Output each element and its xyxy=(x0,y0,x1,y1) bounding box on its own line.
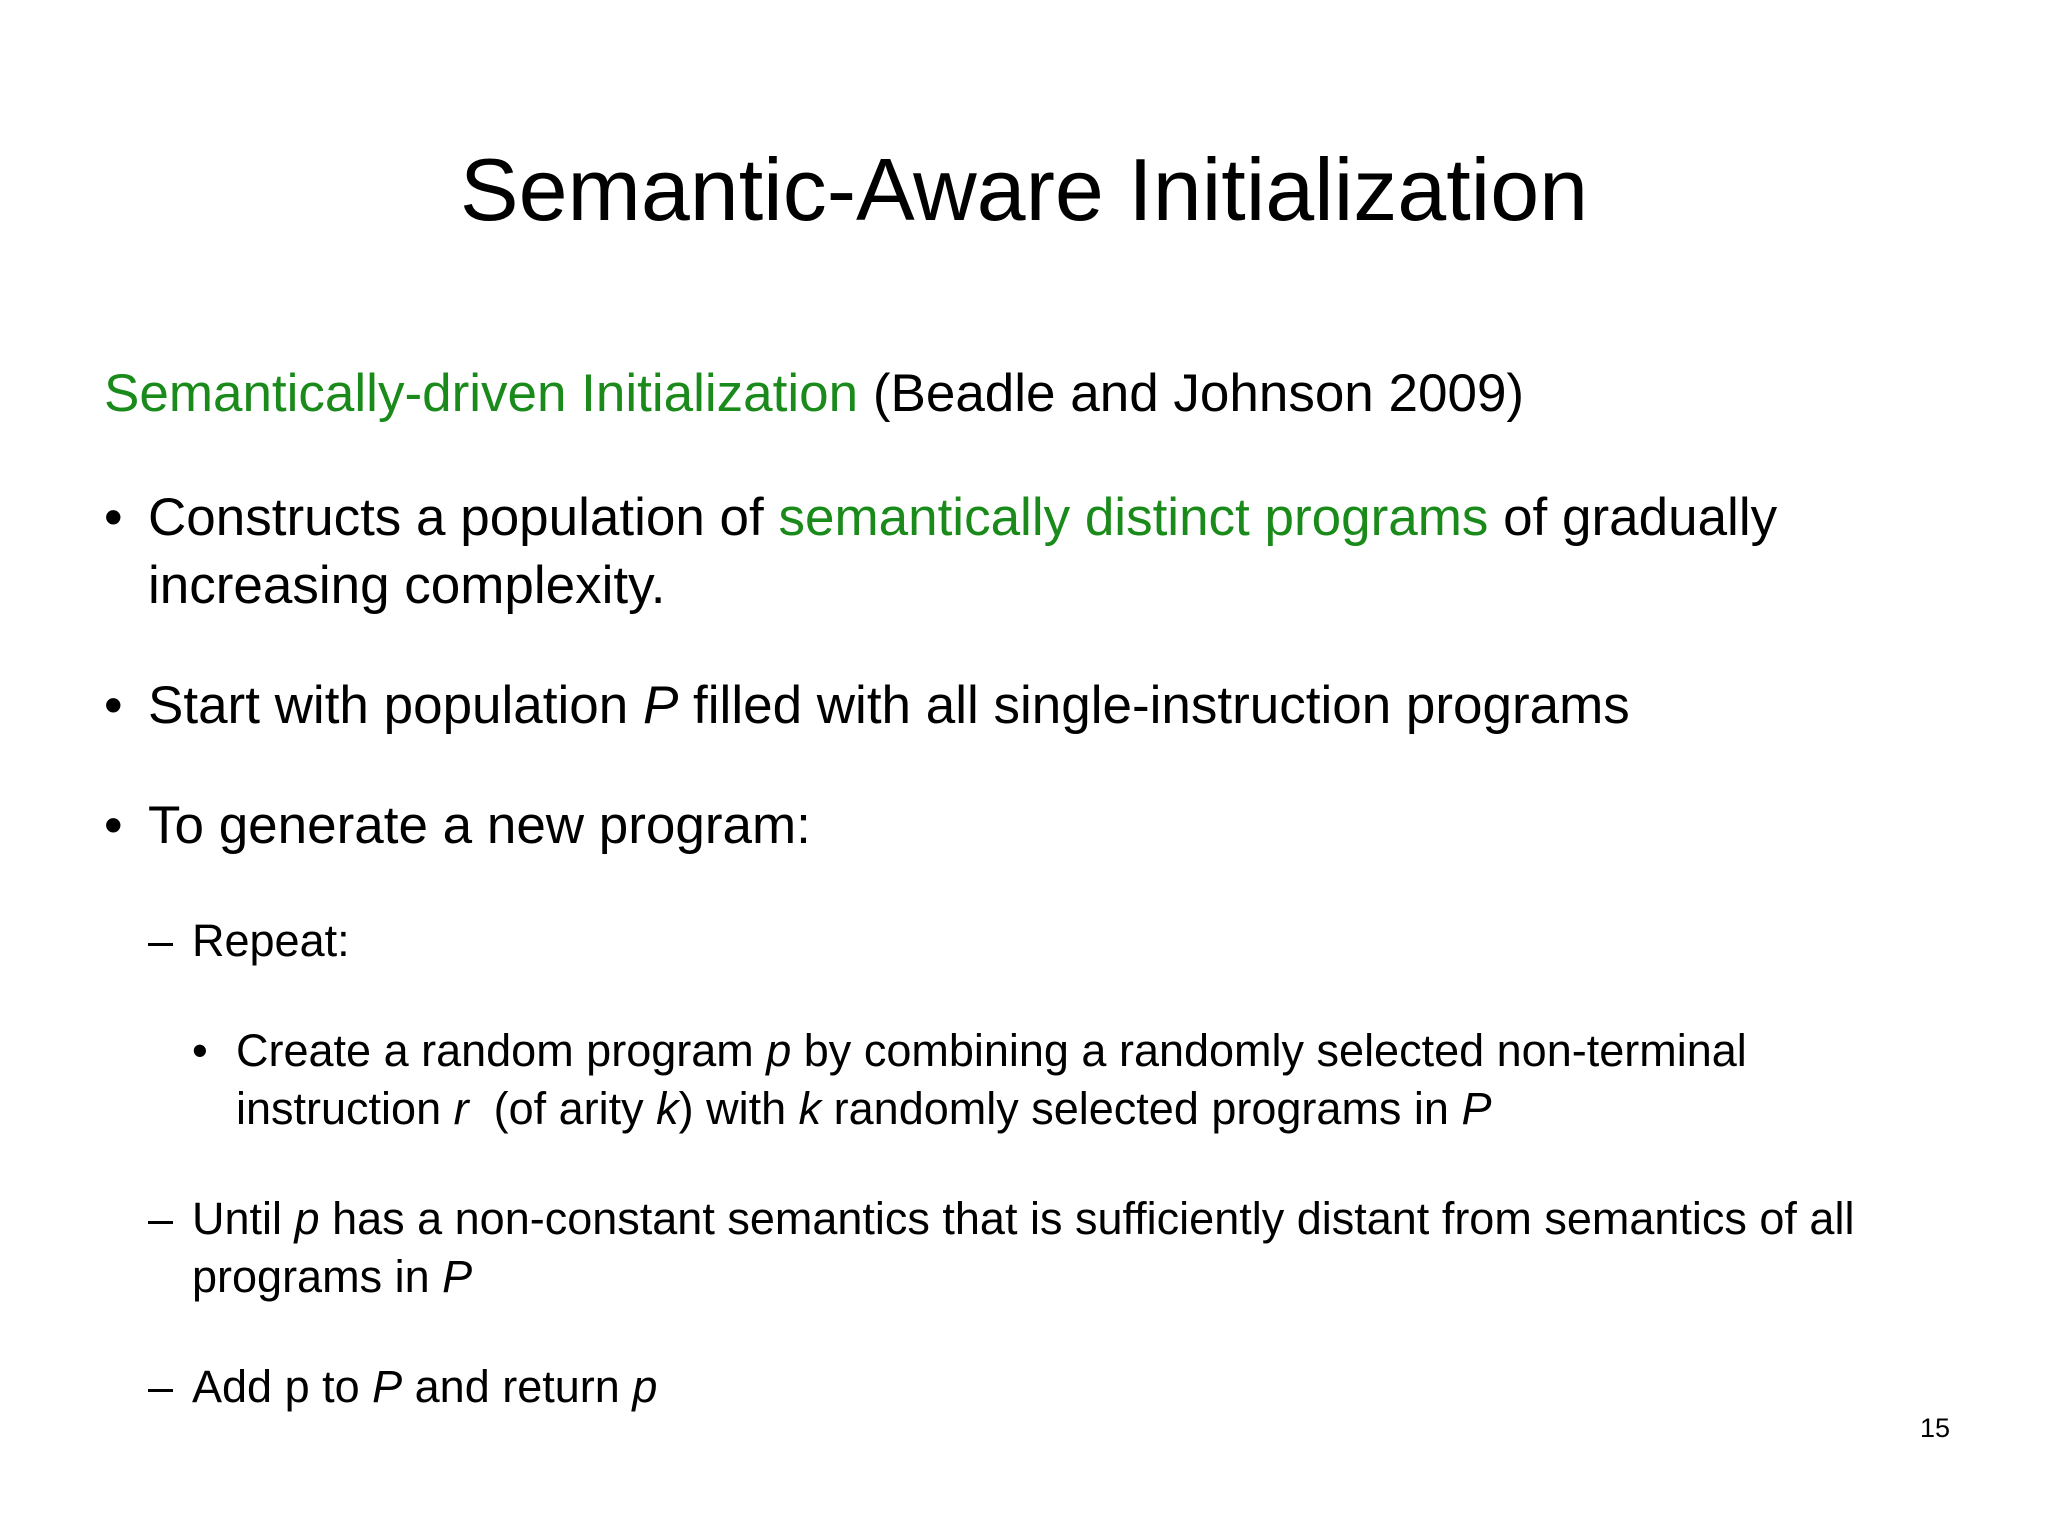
variable-p: p xyxy=(632,1361,658,1412)
bullet-text xyxy=(148,672,1964,740)
subheading xyxy=(104,362,1524,426)
dash-until xyxy=(148,1190,1968,1306)
bullet-text-highlight: semantically distinct programs xyxy=(778,488,1489,547)
text-part: by combining a randomly selected non-terminal instruction xyxy=(236,1025,1747,1134)
bullet-constructs-population xyxy=(104,484,1964,620)
text-part: Create a random program xyxy=(236,1025,767,1076)
variable-P: P xyxy=(372,1361,403,1412)
bullet-text: To generate a new program: xyxy=(148,796,811,855)
variable-P: P xyxy=(442,1251,473,1302)
dash-repeat xyxy=(148,912,1968,970)
bullet-marker: • xyxy=(192,1025,208,1076)
bullet-start-population xyxy=(104,672,1964,740)
text-part: randomly selected programs in xyxy=(821,1083,1462,1134)
dash-add-and-return xyxy=(148,1358,1968,1416)
text-part: Until xyxy=(192,1193,295,1244)
subbullet-create-random-program xyxy=(192,1022,1892,1138)
variable-k: k xyxy=(798,1083,822,1134)
bullet-marker: • xyxy=(104,676,123,735)
slide-title: Semantic-Aware Initialization xyxy=(459,140,1589,239)
page-number: 15 xyxy=(1919,1413,1950,1443)
text-part: Add p to xyxy=(192,1361,373,1412)
variable-r: r xyxy=(453,1083,469,1134)
dash-text xyxy=(192,1190,1968,1306)
bullet-text-part: of gradually increasing complexity. xyxy=(148,488,1778,615)
variable-p: p xyxy=(766,1025,792,1076)
variable-P: P xyxy=(1461,1083,1492,1134)
dash-marker: – xyxy=(148,1361,174,1412)
variable-k: k xyxy=(656,1083,679,1134)
dash-marker: – xyxy=(148,915,174,966)
bullet-marker: • xyxy=(104,796,123,855)
text-part: ) with xyxy=(678,1083,799,1134)
bullet-marker: • xyxy=(104,488,123,547)
dash-text: Repeat: xyxy=(192,915,350,966)
variable-p: p xyxy=(294,1193,320,1244)
subheading-highlight: Semantically-driven Initialization xyxy=(104,364,859,423)
bullet-text-part: Start with population xyxy=(148,676,643,735)
dash-text xyxy=(192,1358,1968,1416)
text-part: and return xyxy=(402,1361,633,1412)
subheading-citation: (Beadle and Johnson 2009) xyxy=(858,364,1525,423)
bullet-text xyxy=(148,484,1964,620)
bullet-generate-program xyxy=(104,792,1964,860)
text-part: has a non-constant semantics that is sufficiently distant from semantics of all programs in xyxy=(192,1193,1855,1302)
bullet-text-part: filled with all single-instruction programs xyxy=(678,676,1630,735)
dash-marker: – xyxy=(148,1193,174,1244)
bullet-text-part: Constructs a population of xyxy=(148,488,779,547)
subbullet-text xyxy=(236,1022,1892,1138)
text-part: (of arity xyxy=(468,1083,657,1134)
variable-P: P xyxy=(642,676,679,735)
